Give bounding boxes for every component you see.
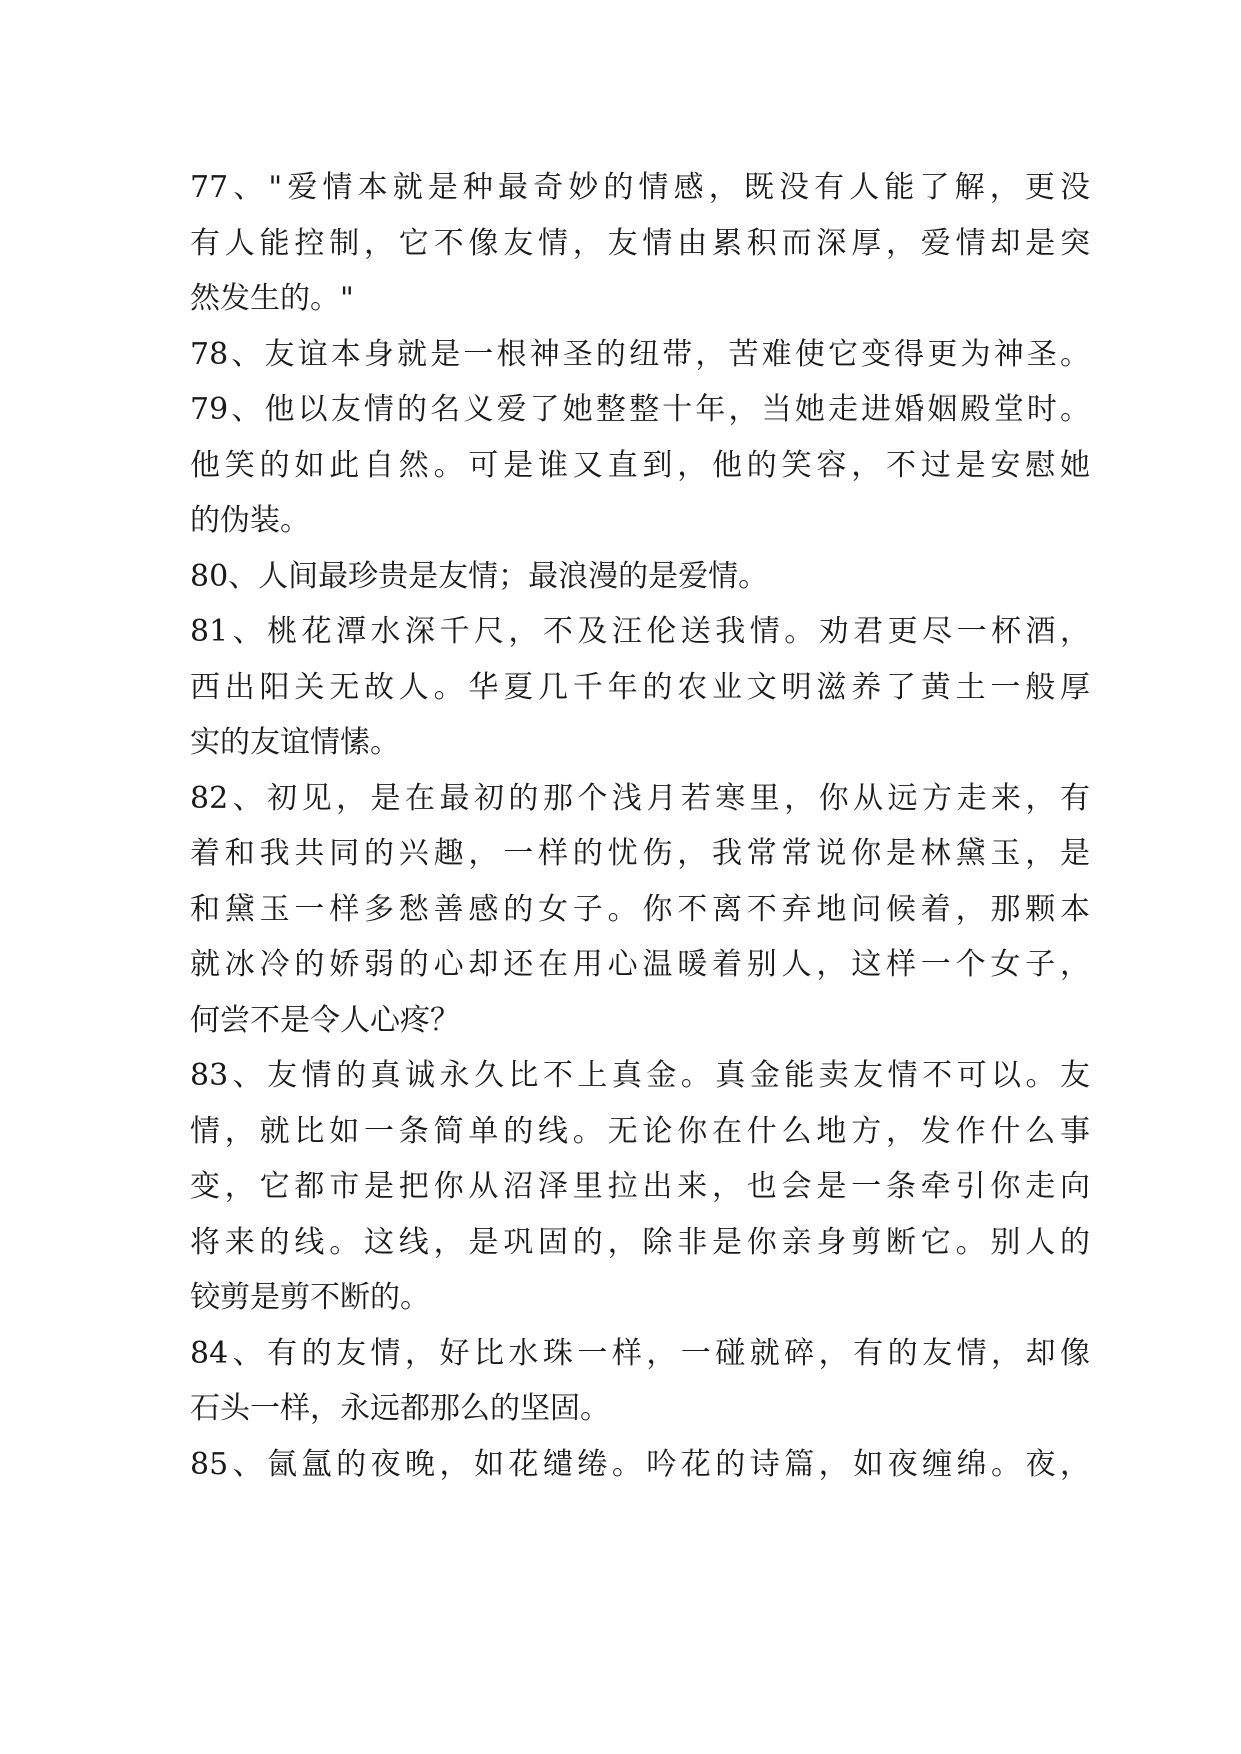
text-line: 实的友谊情愫。	[190, 725, 400, 760]
text-line: 的伪装。	[190, 503, 310, 538]
text-line: 和黛玉一样多愁善感的女子。你不离不弃地问候着，那颗本	[190, 891, 1090, 927]
text-line: 然发生的。"	[190, 281, 354, 316]
text-line: 将来的线。这线，是巩固的，除非是你亲身剪断它。别人的	[190, 1224, 1090, 1260]
text-line: 情，就比如一条简单的线。无论你在什么地方，发作什么事	[190, 1113, 1090, 1149]
text-line: 82、初见，是在最初的那个浅月若寒里，你从远方走来，有	[190, 780, 1090, 816]
text-line: 变，它都市是把你从沼泽里拉出来，也会是一条牵引你走向	[190, 1169, 1090, 1204]
text-line: 何尝不是令人心疼？	[190, 1002, 460, 1038]
text-line: 78、友谊本身就是一根神圣的纽带，苦难使它变得更为神圣。	[190, 336, 1090, 372]
text-line: 77、"爱情本就是种最奇妙的情感，既没有人能了解，更没	[190, 170, 1090, 205]
text-line: 80、人间最珍贵是友情；最浪漫的是爱情。	[190, 558, 769, 594]
text-line: 石头一样，永远都那么的坚固。	[190, 1391, 610, 1426]
text-line: 84、有的友情，好比水珠一样，一碰就碎，有的友情，却像	[190, 1335, 1090, 1371]
text-line: 83、友情的真诚永久比不上真金。真金能卖友情不可以。友	[190, 1058, 1090, 1093]
body-text	[190, 160, 1090, 1492]
text-line: 79、他以友情的名义爱了她整整十年，当她走进婚姻殿堂时。	[190, 392, 1090, 427]
text-line: 85、氤氲的夜晚，如花缱绻。吟花的诗篇，如夜缠绵。夜，	[190, 1446, 1090, 1482]
text-line: 他笑的如此自然。可是谁又直到，他的笑容，不过是安慰她	[190, 447, 1090, 483]
text-line: 西出阳关无故人。华夏几千年的农业文明滋养了黄土一般厚	[190, 669, 1090, 705]
text-line: 就冰冷的娇弱的心却还在用心温暖着别人，这样一个女子，	[190, 947, 1090, 982]
text-line: 81、桃花潭水深千尺，不及汪伦送我情。劝君更尽一杯酒，	[190, 614, 1090, 649]
text-line: 有人能控制，它不像友情，友情由累积而深厚，爱情却是突	[190, 225, 1090, 261]
text-line: 着和我共同的兴趣，一样的忧伤，我常常说你是林黛玉，是	[190, 836, 1090, 871]
text-line: 铰剪是剪不断的。	[190, 1280, 430, 1315]
